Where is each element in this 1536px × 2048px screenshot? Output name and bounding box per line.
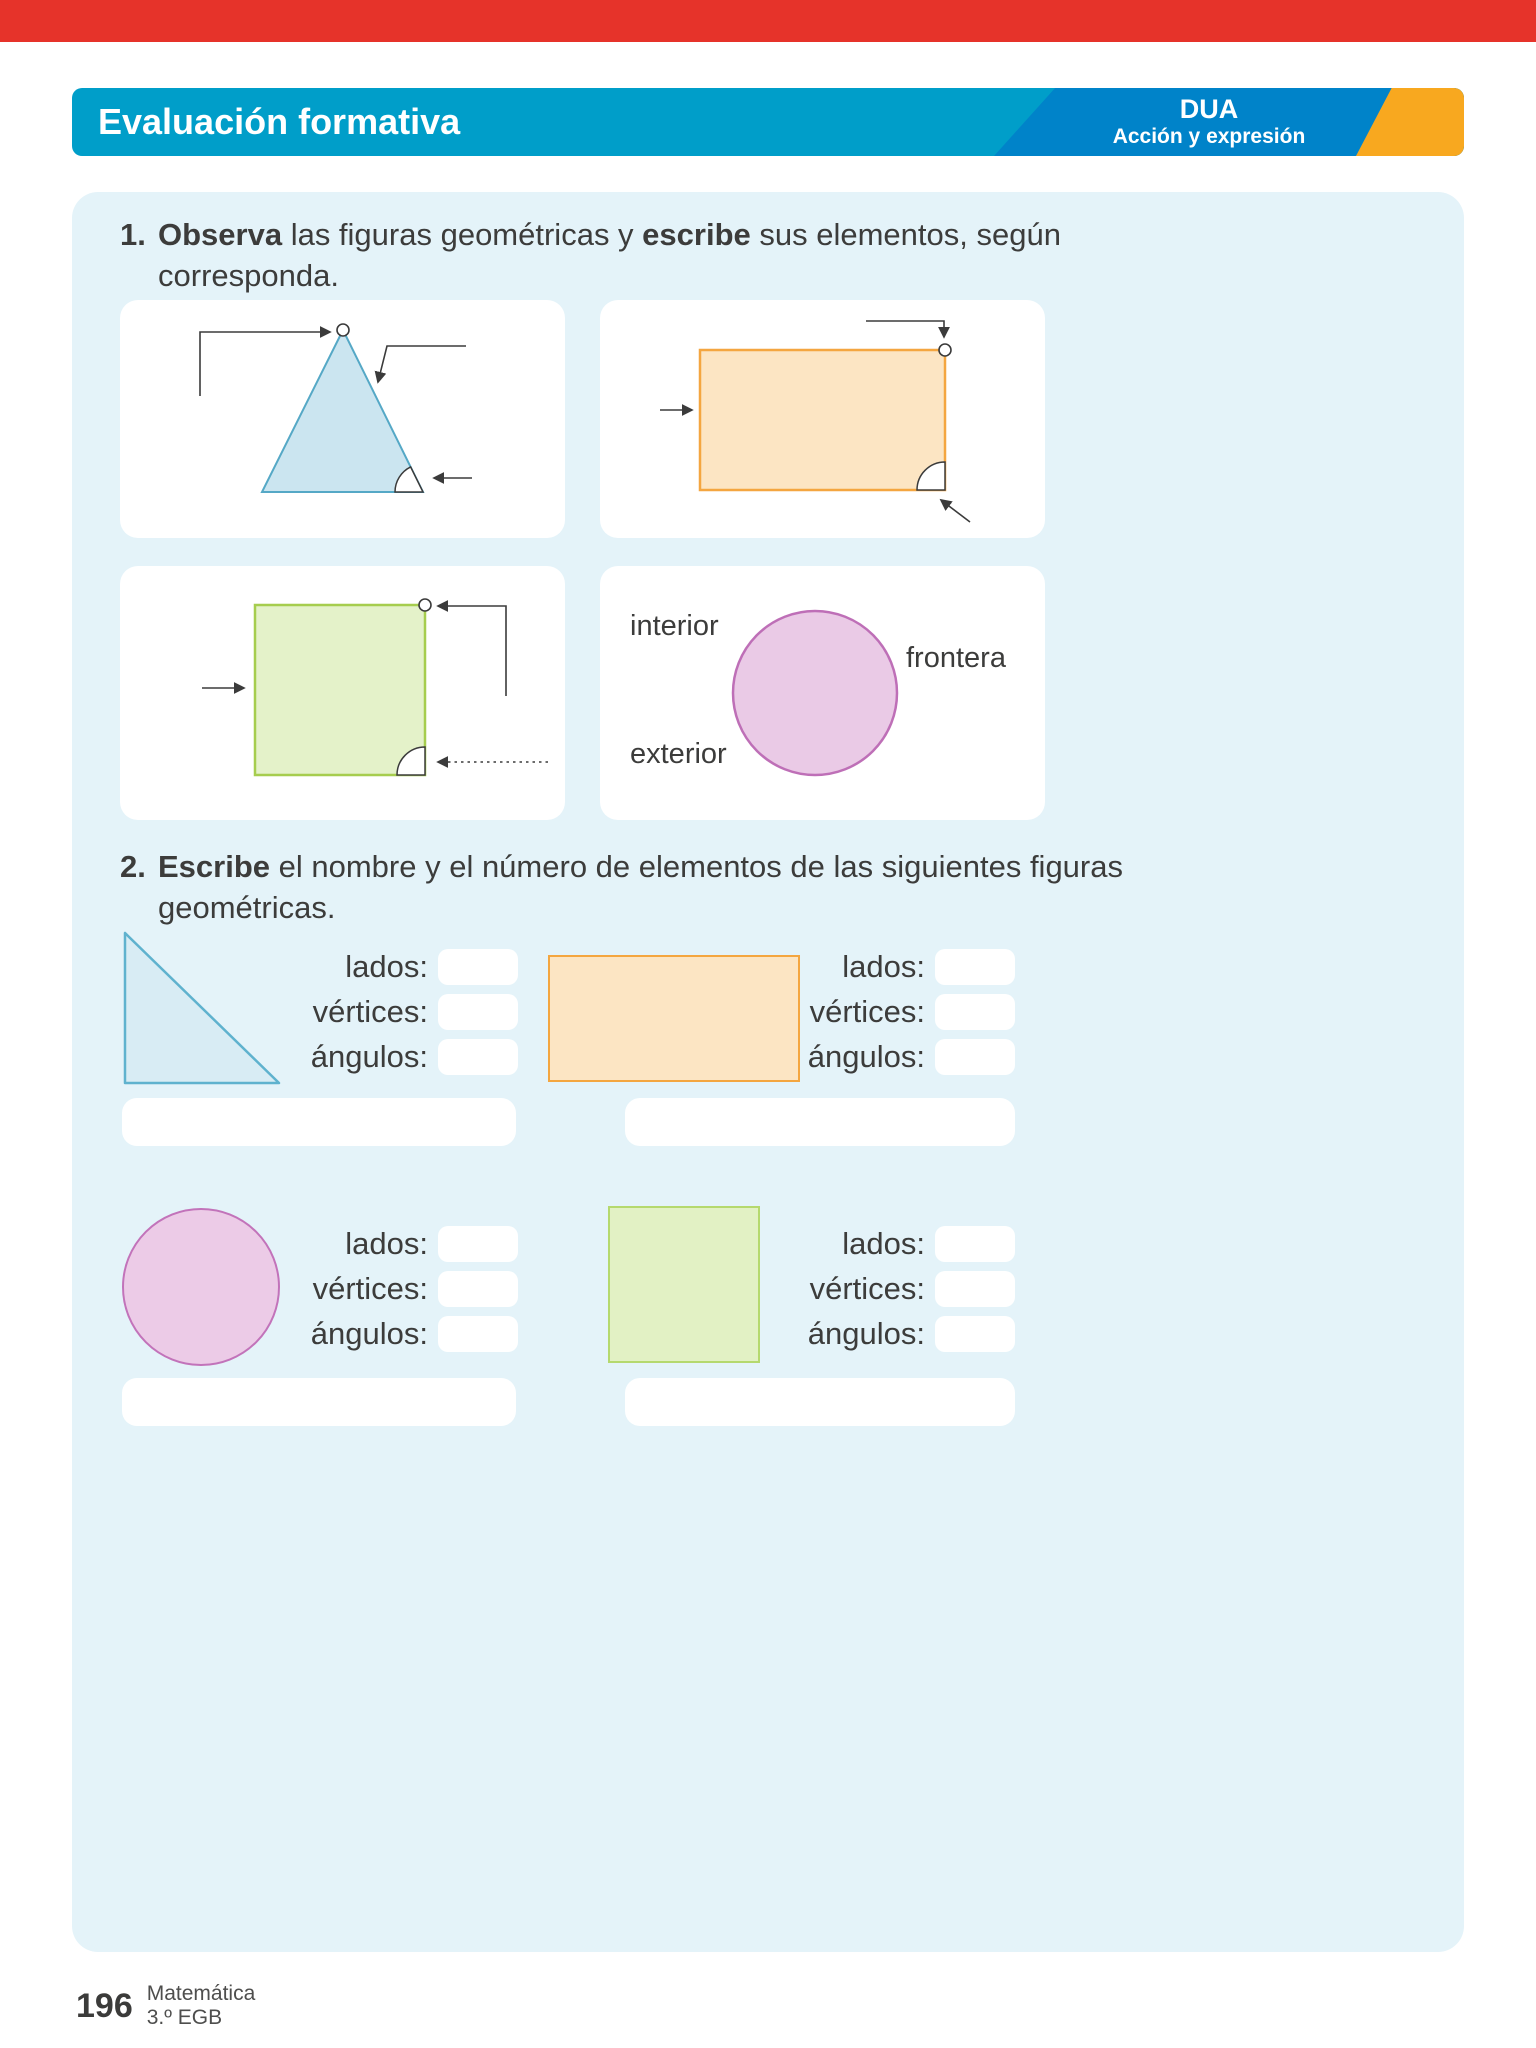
question-2-number: 2. xyxy=(120,849,146,884)
square-name-input[interactable] xyxy=(625,1378,1015,1426)
question-1-verb: Observa xyxy=(158,217,283,252)
vertices-label: vértices: xyxy=(809,993,925,1029)
dua-badge xyxy=(1049,95,1369,149)
circle-name-input[interactable] xyxy=(122,1378,516,1426)
square-angulos-input[interactable] xyxy=(935,1316,1015,1352)
lados-label: lados: xyxy=(842,948,925,984)
interior-label: interior xyxy=(630,610,719,642)
section-header xyxy=(72,88,1464,156)
dua-badge-subtitle: Acción y expresión xyxy=(1112,125,1306,148)
circle-lados-input[interactable] xyxy=(438,1226,518,1262)
rectangle-fields xyxy=(660,944,1015,1079)
question-2-sentence xyxy=(158,846,1123,928)
triangle-shape xyxy=(262,330,423,492)
rectangle-diagram xyxy=(600,300,1045,538)
question-1-mid: las figuras geométricas y xyxy=(282,217,643,252)
side-answer-line xyxy=(378,346,466,382)
question-2-tail2: geométricas. xyxy=(158,890,336,925)
circle-vertices-input[interactable] xyxy=(438,1271,518,1307)
angulos-label: ángulos: xyxy=(310,1315,428,1351)
rectangle-shape xyxy=(700,350,945,490)
circle-shape xyxy=(733,611,897,775)
rectangle-name-input[interactable] xyxy=(625,1098,1015,1146)
circle-regions-card xyxy=(600,566,1045,820)
lados-row xyxy=(180,944,518,989)
angulos-label: ángulos: xyxy=(807,1315,925,1351)
page-number: 196 xyxy=(76,1986,133,2025)
exterior-label: exterior xyxy=(630,738,727,770)
rectangle-vertices-input[interactable] xyxy=(935,994,1015,1030)
lados-row xyxy=(660,944,1015,989)
rectangle-lados-input[interactable] xyxy=(935,949,1015,985)
angulos-label: ángulos: xyxy=(807,1038,925,1074)
question-2-text xyxy=(120,846,1180,928)
vertices-label: vértices: xyxy=(809,1270,925,1306)
question-1-text xyxy=(120,214,1130,296)
square-shape xyxy=(255,605,425,775)
question-1-verb2: escribe xyxy=(642,217,751,252)
vertex-dot xyxy=(939,344,951,356)
question-1-number: 1. xyxy=(120,217,146,252)
lados-label: lados: xyxy=(345,948,428,984)
lados-row xyxy=(180,1221,518,1266)
square-elements-card xyxy=(120,566,565,820)
vertex-dot xyxy=(419,599,431,611)
triangle-vertices-input[interactable] xyxy=(438,994,518,1030)
dua-badge-title: DUA xyxy=(1179,94,1239,124)
footer-grade: 3.º EGB xyxy=(146,2006,223,2029)
square-lados-input[interactable] xyxy=(935,1226,1015,1262)
circle-fields xyxy=(180,1221,518,1356)
question-2-tail1: el nombre y el número de elementos de las siguientes figuras xyxy=(270,849,1123,884)
vertex-dot xyxy=(337,324,349,336)
page-title: Evaluación formativa xyxy=(98,101,461,142)
top-accent-strip xyxy=(0,0,1536,42)
vertices-label: vértices: xyxy=(312,1270,428,1306)
angle-pointer-arrow xyxy=(941,500,970,522)
page-footer xyxy=(76,1982,255,2030)
vertex-answer-line xyxy=(438,606,506,696)
vertices-row xyxy=(660,989,1015,1034)
angulos-row xyxy=(660,1311,1015,1356)
footer-meta xyxy=(147,1982,256,2030)
question-1-sentence xyxy=(158,214,1061,296)
vertices-row xyxy=(180,1266,518,1311)
question-1-tail1: sus elementos, según xyxy=(750,217,1061,252)
square-fields xyxy=(660,1221,1015,1356)
vertices-row xyxy=(180,989,518,1034)
vertex-answer-line xyxy=(200,332,330,396)
triangle-fields xyxy=(180,944,518,1079)
square-vertices-input[interactable] xyxy=(935,1271,1015,1307)
question-1-tail2: corresponda. xyxy=(158,258,339,293)
lados-label: lados: xyxy=(345,1225,428,1261)
lados-row xyxy=(660,1221,1015,1266)
lados-label: lados: xyxy=(842,1225,925,1261)
vertices-row xyxy=(660,1266,1015,1311)
question-2-verb: Escribe xyxy=(158,849,271,884)
vertices-label: vértices: xyxy=(312,993,428,1029)
triangle-elements-card xyxy=(120,300,565,538)
angulos-row xyxy=(660,1034,1015,1079)
triangle-lados-input[interactable] xyxy=(438,949,518,985)
footer-subject: Matemática xyxy=(146,1982,256,2005)
angulos-row xyxy=(180,1034,518,1079)
rectangle-angulos-input[interactable] xyxy=(935,1039,1015,1075)
triangle-name-input[interactable] xyxy=(122,1098,516,1146)
circle-diagram xyxy=(600,566,1045,820)
circle-angulos-input[interactable] xyxy=(438,1316,518,1352)
vertex-answer-line xyxy=(866,321,944,337)
frontera-label: frontera xyxy=(906,642,1006,674)
square-diagram xyxy=(120,566,565,820)
triangle-diagram xyxy=(120,300,565,538)
triangle-angulos-input[interactable] xyxy=(438,1039,518,1075)
angulos-label: ángulos: xyxy=(310,1038,428,1074)
rectangle-elements-card xyxy=(600,300,1045,538)
angulos-row xyxy=(180,1311,518,1356)
